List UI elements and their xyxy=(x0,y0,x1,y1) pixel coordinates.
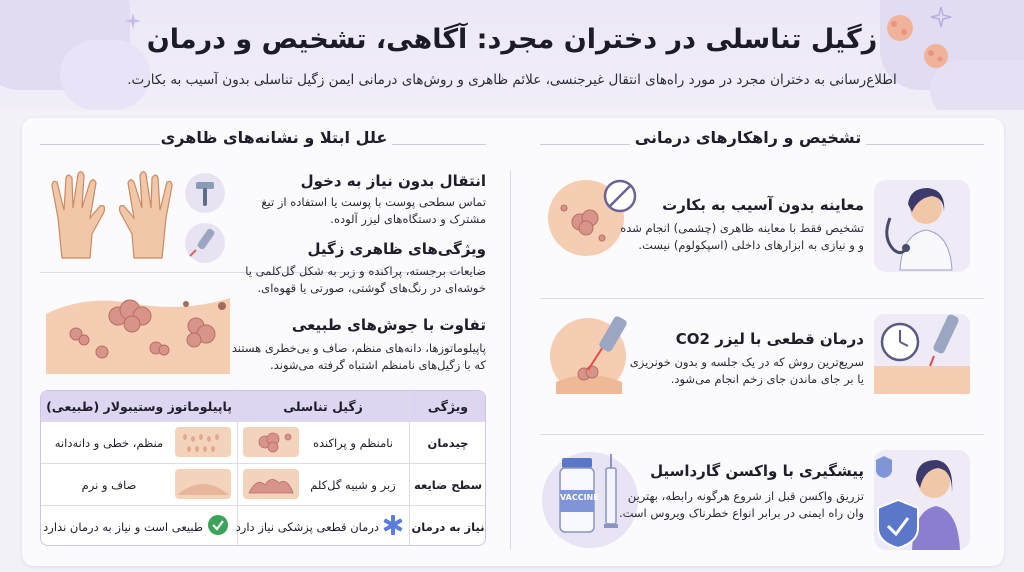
desc-line: تماس سطحی پوست با پوست یا استفاده از تیغ xyxy=(261,195,486,209)
doctor-stethoscope-illustration xyxy=(872,178,972,274)
item-desc-laser xyxy=(616,354,864,388)
smooth-surface-thumbnail xyxy=(175,469,231,499)
table-cell-normal: صاف و نرم xyxy=(81,478,137,492)
medical-symbol-icon xyxy=(381,513,405,537)
item-title-difference: تفاوت با جوش‌های طبیعی xyxy=(291,316,486,334)
table-cell-normal: طبیعی است و نیاز به درمان ندارد xyxy=(43,520,203,534)
vaccine-label: VACCINE xyxy=(560,493,599,502)
table-row-label: نیاز به درمان xyxy=(411,520,485,534)
table-cell-wart: درمان قطعی پزشکی نیاز دارد xyxy=(235,520,379,534)
wart-thumbnail xyxy=(243,427,299,457)
check-icon xyxy=(207,514,229,536)
table-cell-wart: زبر و شبیه گل‌کلم xyxy=(310,478,396,492)
desc-line: ضایعات برجسته، پراکنده و زبر به شکل گل‌کلمی یا xyxy=(245,264,486,278)
header xyxy=(0,0,1024,110)
item-desc-exam xyxy=(616,220,864,254)
item-title-transmission: انتقال بدون نیاز به دخول xyxy=(300,172,486,190)
desc-line: وان راه ایمنی در برابر انواع خطرناک ویروس است. xyxy=(618,506,864,520)
desc-line: پاپیلوماتوزها، دانه‌های منظم، صاف و بی‌خطری هستند xyxy=(231,341,486,355)
heading-rule xyxy=(866,144,984,145)
papules-thumbnail xyxy=(175,427,231,457)
table-row-label: سطح ضایعه xyxy=(413,478,483,492)
warts-skin-illustration xyxy=(46,284,230,374)
table-cell-normal: منظم، خطی و دانه‌دانه xyxy=(54,436,164,450)
desc-line: و و نیازی به ابزارهای داخلی (اسپکولوم) نیست. xyxy=(638,238,864,252)
heading-rule xyxy=(392,144,486,145)
table-row-label: چیدمان xyxy=(427,436,469,450)
wart-surface-thumbnail xyxy=(243,469,299,499)
table-header-wart: زگیل تناسلی xyxy=(283,399,363,414)
section-divider xyxy=(510,170,511,550)
table-header-normal: پاپیلوماتوز وستیبولار (طبیعی) xyxy=(46,399,232,414)
row-divider xyxy=(41,505,486,506)
desc-line: یا بر جای ماندن جای زخم انجام می‌شود. xyxy=(670,372,864,386)
desc-line: تشخیص فقط با معاینه ظاهری (چشمی) انجام شده xyxy=(620,221,864,235)
right-section-heading: تشخیص و راهکارهای درمانی xyxy=(634,128,862,147)
item-title-vaccine: پیشگیری با واکسن گارداسیل xyxy=(650,462,864,480)
heading-rule xyxy=(540,144,630,145)
row-divider xyxy=(41,463,486,464)
row-divider xyxy=(41,421,486,422)
item-title-exam: معاینه بدون آسیب به بکارت xyxy=(662,196,864,214)
left-section-heading: علل ابتلا و نشانه‌های ظاهری xyxy=(160,128,388,147)
page-title: زگیل تناسلی در دختران مجرد: آگاهی، تشخیص و درمان xyxy=(146,24,878,55)
item-desc-vaccine xyxy=(616,488,864,522)
comparison-table xyxy=(40,390,486,546)
desc-line: که با زگیل‌های نامنظم اشتباه گرفته می‌شوند. xyxy=(270,358,486,372)
item-title-appearance: ویژگی‌های ظاهری زگیل xyxy=(307,240,486,258)
desc-line: تزریق واکسن قبل از شروع هرگونه رابطه، بهترین xyxy=(627,489,864,503)
row-divider xyxy=(540,298,984,299)
row-divider xyxy=(540,434,984,435)
table-cell-wart: نامنظم و پراکنده xyxy=(312,436,394,450)
desc-line: سریع‌ترین روش که در یک جلسه و بدون خونریزی xyxy=(629,355,864,369)
table-header-feature: ویژگی xyxy=(427,399,469,414)
razor-icon xyxy=(184,172,226,214)
desc-line: مشترک و دستگاه‌های لیزر آلوده. xyxy=(330,212,486,226)
clock-laser-illustration xyxy=(872,312,972,396)
item-desc-appearance xyxy=(236,263,486,297)
page-subtitle: اطلاع‌رسانی به دختران مجرد در مورد راه‌های انتقال غیرجنسی، علائم ظاهری و روش‌های درمانی ایمن زگیل تناسلی بدون آسیب به بکارت. xyxy=(127,72,897,88)
heading-rule xyxy=(40,144,160,145)
item-desc-transmission xyxy=(236,194,486,228)
item-title-laser: درمان قطعی با لیزر CO2 xyxy=(675,330,864,348)
hands-illustration xyxy=(48,168,176,260)
laser-device-icon xyxy=(184,222,226,264)
item-desc-difference xyxy=(210,340,486,374)
desc-line: خوشه‌ای در رنگ‌های گوشتی، صورتی یا قهوه‌ای. xyxy=(257,281,486,295)
shield-woman-illustration xyxy=(872,448,972,552)
